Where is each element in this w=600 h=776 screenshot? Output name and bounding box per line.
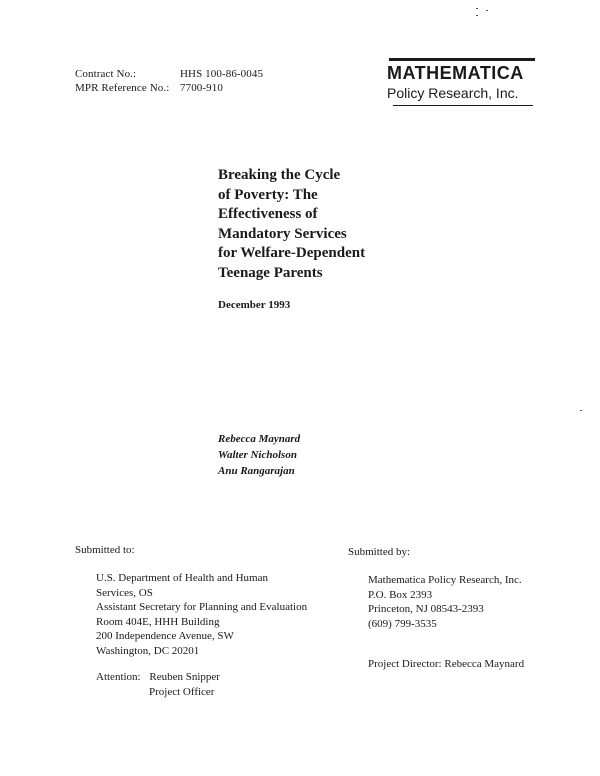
title-line: of Poverty: The bbox=[218, 186, 318, 203]
logo-top-bar bbox=[389, 58, 535, 61]
scan-speck bbox=[476, 8, 478, 9]
submitted-by-address bbox=[368, 573, 522, 631]
logo-underline bbox=[393, 105, 533, 106]
address-line: Princeton, NJ 08543-2393 bbox=[368, 603, 484, 615]
scan-speck bbox=[580, 410, 582, 411]
attention-block bbox=[96, 670, 220, 699]
address-line: Services, OS bbox=[96, 586, 153, 599]
address-line: U.S. Department of Health and Human bbox=[96, 572, 268, 584]
contract-value: HHS 100-86-0045 bbox=[180, 68, 264, 80]
report-title bbox=[218, 166, 365, 283]
title-line: for Welfare-Dependent bbox=[218, 245, 366, 261]
logo-name: MATHEMATICA bbox=[387, 63, 524, 83]
scan-speck bbox=[476, 15, 478, 16]
author-name: Anu Rangarajan bbox=[218, 465, 295, 477]
contract-info bbox=[75, 67, 263, 95]
report-date: December 1993 bbox=[218, 299, 291, 311]
address-line: 200 Independence Avenue, SW bbox=[96, 630, 234, 642]
author-name: Rebecca Maynard bbox=[218, 433, 301, 445]
mathematica-logo bbox=[387, 58, 537, 106]
logo-subtitle: Policy Research, Inc. bbox=[387, 85, 519, 101]
mpr-label: MPR Reference No.: bbox=[75, 82, 170, 94]
scan-speck bbox=[486, 10, 488, 11]
address-line: Room 404E, HHH Building bbox=[96, 615, 220, 628]
submitted-by-label: Submitted by: bbox=[348, 546, 411, 558]
address-line: Washington, DC 20201 bbox=[96, 644, 200, 657]
attention-title: Project Officer bbox=[149, 685, 215, 698]
author-list bbox=[218, 431, 300, 479]
author-name: Walter Nicholson bbox=[218, 449, 297, 461]
attention-name: Reuben Snipper bbox=[149, 671, 220, 683]
title-line: Mandatory Services bbox=[218, 225, 347, 242]
attention-label: Attention: bbox=[96, 671, 141, 683]
submitted-to-address bbox=[96, 571, 307, 658]
address-line: P.O. Box 2393 bbox=[368, 588, 433, 601]
address-line: (609) 799-3535 bbox=[368, 617, 437, 630]
address-line: Mathematica Policy Research, Inc. bbox=[368, 574, 522, 586]
title-line: Effectiveness of bbox=[218, 206, 318, 222]
contract-label: Contract No.: bbox=[75, 68, 137, 80]
address-line: Assistant Secretary for Planning and Evaluation bbox=[96, 601, 308, 613]
mpr-value: 7700-910 bbox=[180, 82, 223, 94]
project-director: Project Director: Rebecca Maynard bbox=[368, 658, 525, 670]
title-line: Breaking the Cycle bbox=[218, 167, 341, 183]
submitted-to-label: Submitted to: bbox=[75, 544, 135, 556]
title-line: Teenage Parents bbox=[218, 264, 323, 281]
